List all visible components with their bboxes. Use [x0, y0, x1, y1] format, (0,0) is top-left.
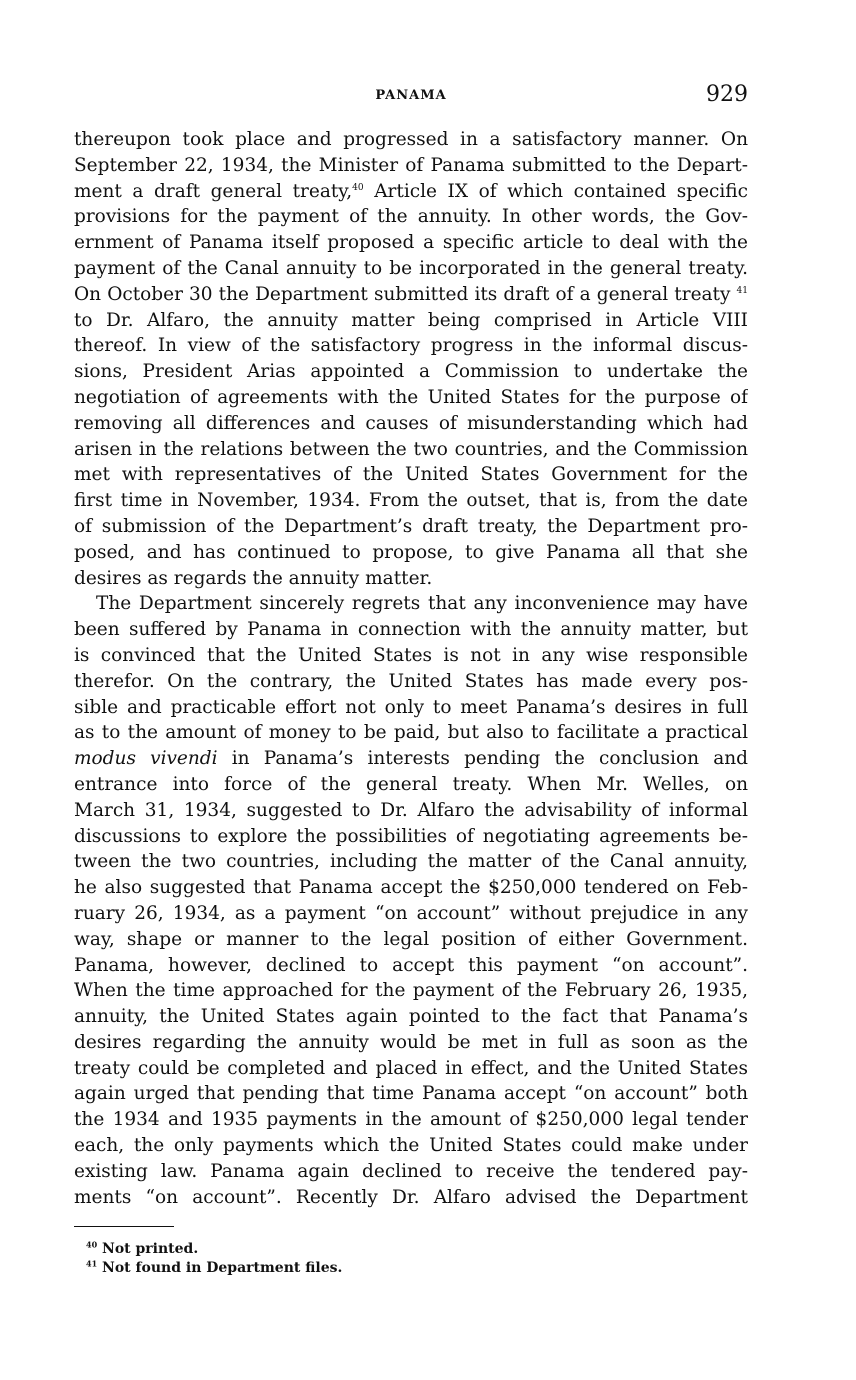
text-line: sions, President Arias appointed a Commission to undertake the: [74, 361, 748, 383]
text-line: each, the only payments which the United States could make under: [74, 1135, 748, 1157]
text-segment: ment a draft general treaty,: [74, 180, 353, 202]
text-line: entrance into force of the general treaty. When Mr. Welles, on: [74, 773, 748, 795]
footnote-text: Not printed.: [102, 1241, 199, 1257]
text-line: existing law. Panama again declined to receive the tendered pay-: [74, 1160, 748, 1182]
footnote-ref: 41: [736, 285, 748, 296]
text-line: arisen in the relations between the two countries, and the Commission: [74, 438, 748, 460]
footnote-divider: [74, 1226, 174, 1227]
text-segment: Article IX of which contained specific: [363, 180, 748, 202]
text-line: thereupon took place and progressed in a satisfactory manner. On: [74, 129, 748, 150]
text-line: as to the amount of money to be paid, but also to facilitate a practical: [74, 722, 748, 744]
text-line: treaty could be completed and placed in effect, and the United States: [74, 1057, 748, 1079]
text-line: again urged that pending that time Panama accept “on account” both: [74, 1083, 748, 1105]
text-line: he also suggested that Panama accept the $250,000 tendered on Feb-: [74, 877, 748, 899]
text-line: payment of the Canal annuity to be incorporated in the general treaty.: [74, 257, 748, 279]
text-line: ments “on account”. Recently Dr. Alfaro advised the Department: [74, 1186, 748, 1208]
text-line: [74, 179, 748, 205]
footnote: [86, 1240, 342, 1259]
text-line: posed, and has continued to propose, to give Panama all that she: [74, 541, 748, 563]
text-line: desires regarding the annuity would be met in full as soon as the: [74, 1031, 748, 1053]
footnote-number: 41: [86, 1258, 98, 1269]
footnote-number: 40: [86, 1239, 98, 1250]
text-line: [74, 282, 748, 308]
italic-phrase: modus vivendi: [74, 748, 218, 770]
text-line: ernment of Panama itself proposed a specific article to deal with the: [74, 232, 748, 254]
text-line: When the time approached for the payment of the February 26, 1935,: [74, 980, 748, 1002]
text-line: March 31, 1934, suggested to Dr. Alfaro the advisability of informal: [74, 799, 748, 821]
text-line: the 1934 and 1935 payments in the amount of $250,000 legal tender: [74, 1109, 748, 1131]
text-line: is convinced that the United States is not in any wise responsible: [74, 644, 748, 666]
text-line: of submission of the Department’s draft treaty, the Department pro-: [74, 515, 748, 537]
footnote-ref: 40: [352, 182, 364, 193]
page-header: [74, 82, 748, 110]
text-line: therefor. On the contrary, the United States has made every pos-: [74, 670, 748, 692]
text-line: removing all differences and causes of misunderstanding which had: [74, 412, 748, 434]
footnotes: [86, 1240, 342, 1278]
text-line: way, shape or manner to the legal position of either Government.: [74, 928, 748, 950]
text-line: tween the two countries, including the matter of the Canal annuity,: [74, 851, 748, 873]
text-line: first time in November, 1934. From the outset, that is, from the date: [74, 490, 748, 512]
text-line: sible and practicable effort not only to meet Panama’s desires in full: [74, 696, 748, 718]
footnote-text: Not found in Department files.: [102, 1260, 343, 1276]
text-line: [74, 746, 748, 772]
text-line: been suffered by Panama in connection with the annuity matter, but: [74, 619, 748, 641]
page-number: 929: [706, 82, 748, 107]
text-segment: in Panama’s interests pending the conclusion and: [217, 748, 748, 770]
text-line: Panama, however, declined to accept this payment “on account”.: [74, 954, 748, 976]
text-line: desires as regards the annuity matter.: [74, 567, 433, 589]
text-line: thereof. In view of the satisfactory progress in the informal discus-: [74, 335, 748, 357]
text-line: September 22, 1934, the Minister of Panama submitted to the Depart-: [74, 154, 748, 176]
text-segment: On October 30 the Department submitted its draft of a general treaty: [74, 283, 737, 305]
text-line: ruary 26, 1934, as a payment “on account” without prejudice in any: [74, 902, 748, 924]
text-line: met with representatives of the United States Government for the: [74, 464, 748, 486]
footnote: [86, 1259, 342, 1278]
text-line: to Dr. Alfaro, the annuity matter being comprised in Article VIII: [74, 309, 748, 331]
text-line: annuity, the United States again pointed to the fact that Panama’s: [74, 1006, 748, 1028]
running-head: PANAMA: [375, 88, 447, 103]
text-line: negotiation of agreements with the United States for the purpose of: [74, 386, 748, 408]
text-line: provisions for the payment of the annuity. In other words, the Gov-: [74, 206, 748, 228]
body-text: [74, 127, 748, 1210]
text-line: discussions to explore the possibilities of negotiating agreements be-: [74, 825, 748, 847]
text-line: The Department sincerely regrets that any inconvenience may have: [96, 593, 748, 615]
